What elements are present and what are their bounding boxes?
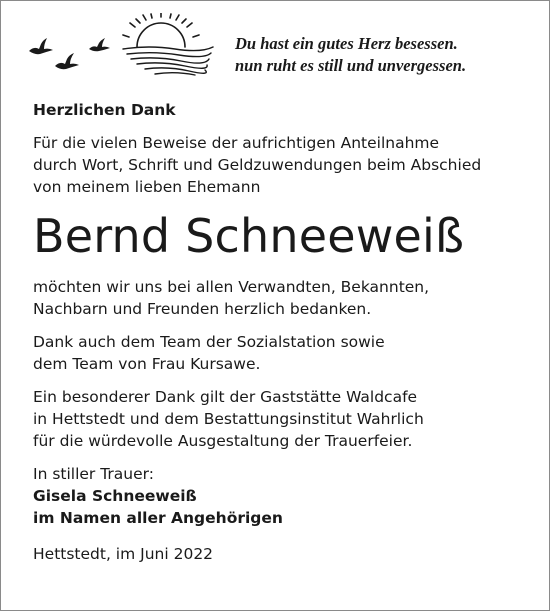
text-line: von meinem lieben Ehemann [33,178,261,196]
notice-heading: Herzlichen Dank [33,101,176,119]
text-line: dem Team von Frau Kursawe. [33,355,261,373]
text-line: Für die vielen Beweise der aufrichtigen Anteilnahme [33,134,440,152]
deceased-name: Bernd Schneeweiß [33,209,465,263]
text-line: Dank auch dem Team der Sozialstation sowie [33,333,385,351]
text-line: für die würdevolle Ausgestaltung der Trauerfeier. [33,432,413,450]
team-paragraph [33,331,533,375]
memorial-quote [235,33,535,77]
text-line: in Hettstedt und dem Bestattungsinstitut Wahrlich [33,410,424,428]
signature-lead: In stiller Trauer: [33,465,154,483]
signature-relatives: im Namen aller Angehörigen [33,509,283,527]
text-line: Ein besonderer Dank gilt der Gaststätte Waldcafe [33,388,418,406]
text-line: Nachbarn und Freunden herzlich bedanken. [33,300,372,318]
bird-icon [29,38,53,54]
place-date: Hettstedt, im Juni 2022 [33,545,214,563]
text-line: durch Wort, Schrift und Geldzuwendungen beim Abschied [33,156,482,174]
notice-body [33,99,533,565]
text-line: möchten wir uns bei allen Verwandten, Bekannten, [33,278,430,296]
signature-name: Gisela Schneeweiß [33,487,197,505]
special-thanks-paragraph [33,386,533,452]
hills-icon [123,47,213,75]
signature-block [33,463,533,529]
sun-icon [123,13,199,47]
bird-icon [55,53,79,69]
thanks-paragraph [33,276,533,320]
birds-sunset-illustration [25,13,215,79]
intro-paragraph [33,132,533,198]
quote-line: nun ruht es still und unvergessen. [235,56,467,75]
bird-icon [89,38,110,51]
quote-line: Du hast ein gutes Herz besessen. [235,34,458,53]
